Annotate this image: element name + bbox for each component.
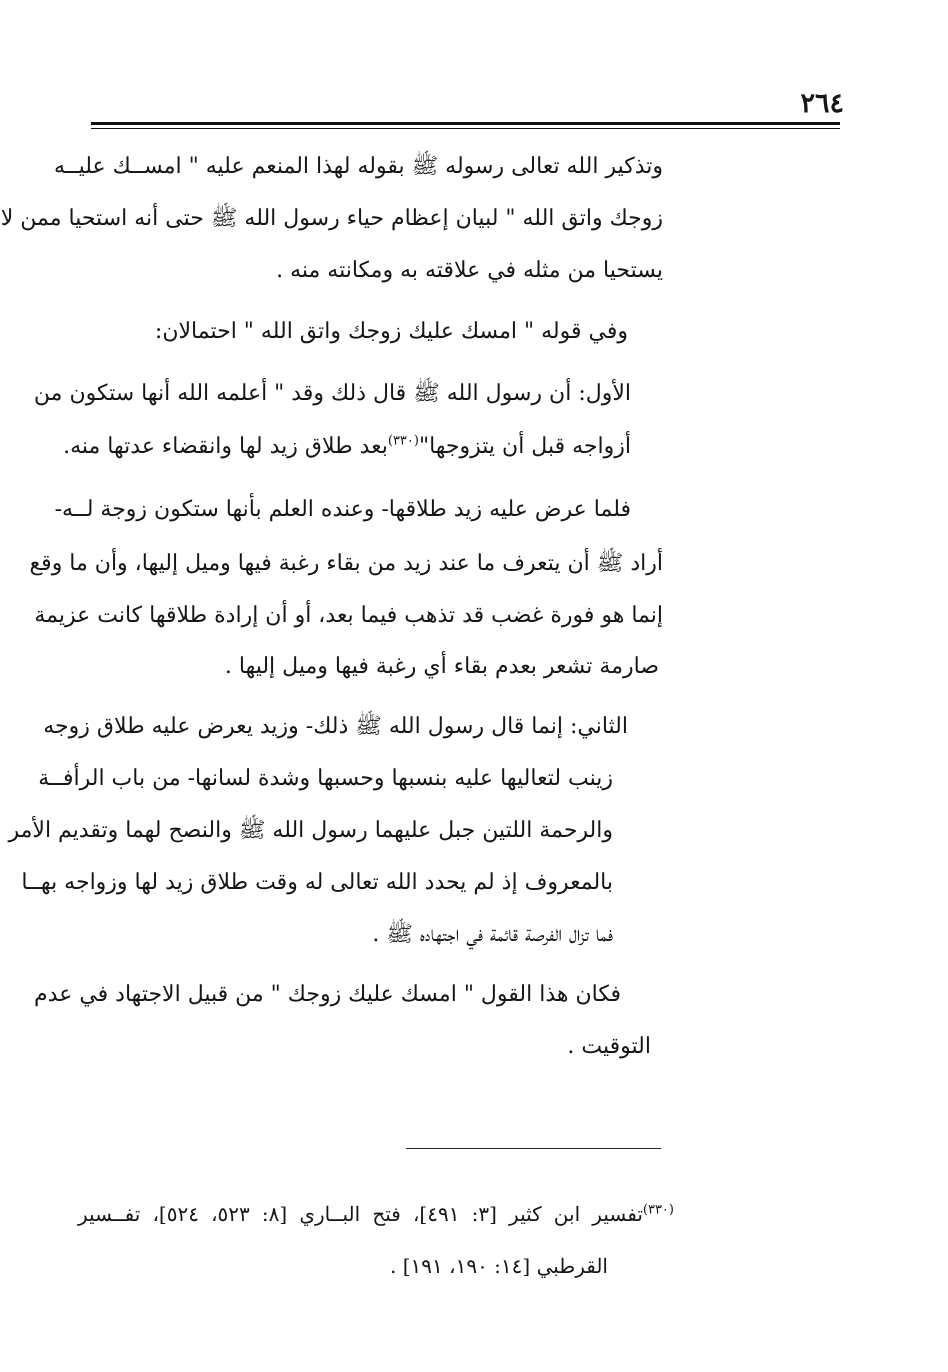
footnote-reference: (٣٣٠): [387, 433, 419, 449]
footnote-text-1: تفسير ابن كثير [٣: ٤٩١]، فتح البــاري [٨: ٥٢٣، ٥٢٤]، تفــسير: [78, 1202, 643, 1226]
body-line-2: زوجك واتق الله " لبيان إعظام حياء رسول الله ﷺ حتى أنه استحيا ممن لا: [0, 206, 663, 231]
body-line-4: وفي قوله " امسك عليك زوجك واتق الله " احتمالان:: [154, 319, 628, 344]
footnote-rule: [406, 1148, 661, 1149]
body-line-16: فكان هذا القول " امسك عليك زوجك " من قبيل الاجتهاد في عدم: [34, 982, 621, 1007]
body-line-9: إنما هو فورة غضب قد تذهب فيما بعد، أو أن إرادة طلاقها كانت عزيمة: [34, 603, 663, 628]
footnote-line-1: [78, 1188, 674, 1240]
footnote-marker: (٣٣٠): [642, 1202, 674, 1218]
body-line-15: فما تزال الفرصة قائمة في اجتهاده ﷺ .: [372, 922, 613, 947]
body-line-1: وتذكير الله تعالى رسوله ﷺ بقوله لهذا المنعم عليه " امســك عليــه: [53, 154, 663, 179]
body-line-11: الثاني: إنما قال رسول الله ﷺ ذلك- وزيد يعرض عليه طلاق زوجه: [43, 714, 628, 739]
body-line-12: زينب لتعاليها عليه بنسبها وحسبها وشدة لسانها- من باب الرأفــة: [38, 766, 613, 791]
header-rule-thick: [91, 122, 840, 125]
body-line-6: [63, 420, 631, 473]
body-line-3: يستحيا من مثله في علاقته به ومكانته منه .: [276, 258, 663, 283]
body-line-6-end: بعد طلاق زيد لها وانقضاء عدتها منه.: [63, 434, 388, 459]
body-line-10: صارمة تشعر بعدم بقاء أي رغبة فيها وميل إليها .: [224, 654, 659, 679]
body-line-14: بالمعروف إذ لم يحدد الله تعالى له وقت طلاق زيد لها وزواجه بهــا: [21, 870, 613, 895]
body-line-7: فلما عرض عليه زيد طلاقها- وعنده العلم بأنها ستكون زوجة لــه-: [54, 497, 631, 522]
body-line-6-start: أزواجه قبل أن يتزوجها": [418, 434, 631, 459]
body-line-13: والرحمة اللتين جبل عليهما رسول الله ﷺ والنصح لهما وتقديم الأمر: [8, 818, 613, 843]
page-number: ٢٦٤: [800, 88, 844, 119]
body-line-5: الأول: أن رسول الله ﷺ قال ذلك وقد " أعلمه الله أنها ستكون من: [33, 381, 631, 406]
header-rule-thin: [91, 128, 840, 129]
body-line-17: التوقيت .: [567, 1034, 651, 1059]
footnote-line-2: القرطبي [١٤: ١٩٠، ١٩١] .: [390, 1254, 608, 1278]
body-line-8: أراد ﷺ أن يتعرف ما عند زيد من بقاء رغبة فيها وميل إليها، وأن ما وقع: [29, 551, 663, 576]
